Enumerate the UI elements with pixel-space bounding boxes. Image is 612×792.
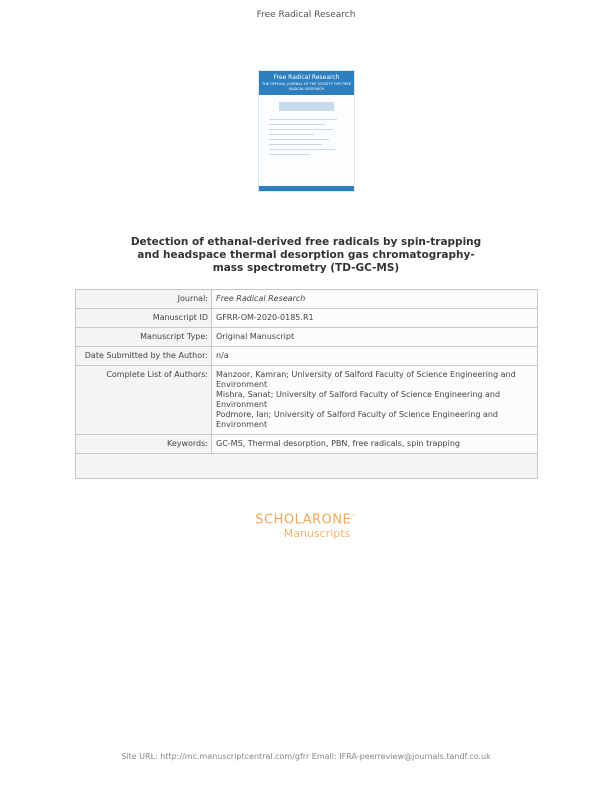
manuscript-type-row: [76, 328, 538, 347]
cover-band: [259, 71, 354, 95]
footer-contact: Site URL: http://mc.manuscriptcentral.com/gfrr Email: IFRA-peerreview@journals.tandf.co.uk: [121, 752, 491, 761]
title-line: and headspace thermal desorption gas chromatography-: [137, 249, 475, 261]
journal-row: [76, 290, 538, 309]
date-submitted-label: Date Submitted by the Author:: [76, 347, 212, 366]
manuscript-id-label: Manuscript ID: [76, 309, 212, 328]
cover-footer-band: [259, 186, 354, 191]
authors-value: [212, 366, 538, 435]
header-journal-name: Free Radical Research: [256, 10, 356, 20]
date-submitted-row: [76, 347, 538, 366]
scholarone-logo: [0, 510, 612, 540]
title-line: mass spectrometry (TD-GC-MS): [212, 262, 400, 274]
cover-text-lines: [269, 119, 344, 155]
authors-row: [76, 366, 538, 435]
scholarone-main-text: SCHOLARONE: [255, 512, 352, 528]
date-submitted-value: n/a: [212, 347, 538, 366]
authors-label: Complete List of Authors:: [76, 366, 212, 435]
manuscript-id-value: GFRR-OM-2020-0185.R1: [212, 309, 538, 328]
manuscript-type-value: Original Manuscript: [212, 328, 538, 347]
empty-cell: [76, 454, 538, 479]
scholarone-sub-text: Manuscripts: [283, 527, 351, 541]
author-entry: Manzoor, Kamran; University of Salford Faculty of Science Engineering and Environment: [216, 370, 516, 389]
title-line: Detection of ethanal-derived free radicals by spin-trapping: [130, 236, 482, 248]
cover-subtitle-box: [279, 102, 334, 111]
author-entry: Mishra, Sanat; University of Salford Faculty of Science Engineering and Environment: [216, 390, 501, 409]
keywords-row: [76, 435, 538, 454]
empty-row: [76, 454, 538, 479]
manuscript-type-label: Manuscript Type:: [76, 328, 212, 347]
journal-cover-thumbnail: [258, 70, 355, 192]
cover-title: Free Radical Research: [273, 74, 340, 81]
manuscript-metadata-table: [75, 289, 538, 479]
journal-label: Journal:: [76, 290, 212, 309]
keywords-value: GC-MS, Thermal desorption, PBN, free radicals, spin trapping: [212, 435, 538, 454]
scholarone-wordmark: [0, 510, 612, 527]
cover-band-text: THE OFFICIAL JOURNAL OF THE SOCIETY FOR FREE RADICAL RESEARCH: [262, 82, 351, 92]
journal-value: Free Radical Research: [212, 290, 538, 309]
manuscript-title: [100, 236, 512, 275]
trademark-symbol: ™: [351, 514, 357, 520]
manuscript-id-row: [76, 309, 538, 328]
keywords-label: Keywords:: [76, 435, 212, 454]
author-entry: Podmore, Ian; University of Salford Faculty of Science Engineering and Environment: [216, 410, 499, 429]
